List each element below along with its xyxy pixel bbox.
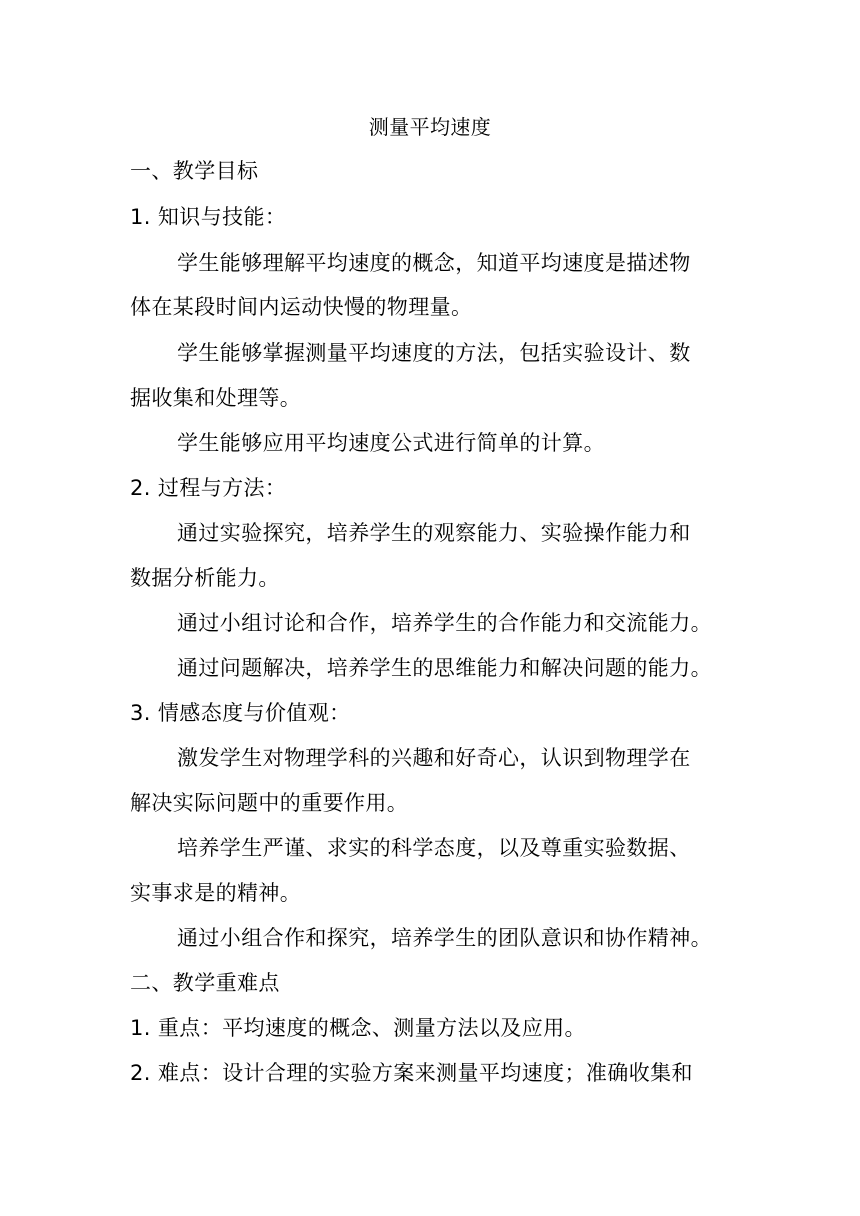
paragraph-line: 数据分析能力。 [130,566,280,590]
paragraph-line: 实事求是的精神。 [130,881,302,905]
paragraph-line: 培养学生严谨、求实的科学态度，以及尊重实验数据、 [177,836,691,860]
paragraph-line: 据收集和处理等。 [130,386,302,410]
paragraph-line: 学生能够理解平均速度的概念，知道平均速度是描述物 [177,251,691,275]
paragraph-line: 学生能够应用平均速度公式进行简单的计算。 [177,431,605,455]
paragraph-line: 通过小组合作和探究，培养学生的团队意识和协作精神。 [177,926,712,950]
paragraph-line: 激发学生对物理学科的兴趣和好奇心，认识到物理学在 [177,746,691,770]
paragraph-line: 学生能够掌握测量平均速度的方法，包括实验设计、数 [177,341,691,365]
paragraph-line: 解决实际问题中的重要作用。 [130,791,409,815]
subheading-attitudes-values: 3. 情感态度与价值观： [130,701,351,725]
subheading-knowledge-skills: 1. 知识与技能： [130,205,287,229]
paragraph-line: 通过实验探究，培养学生的观察能力、实验操作能力和 [177,521,691,545]
section-heading-objectives: 一、教学目标 [130,159,259,183]
document-title: 测量平均速度 [368,115,492,139]
list-item-key-point: 1. 重点：平均速度的概念、测量方法以及应用。 [130,1016,586,1040]
subheading-process-methods: 2. 过程与方法： [130,476,287,500]
paragraph-line: 体在某段时间内运动快慢的物理量。 [130,295,473,319]
section-heading-key-difficulties: 二、教学重难点 [130,971,280,995]
paragraph-line: 通过问题解决，培养学生的思维能力和解决问题的能力。 [177,656,712,680]
paragraph-line: 通过小组讨论和合作，培养学生的合作能力和交流能力。 [177,611,712,635]
list-item-difficulty: 2. 难点：设计合理的实验方案来测量平均速度；准确收集和 [130,1061,693,1085]
